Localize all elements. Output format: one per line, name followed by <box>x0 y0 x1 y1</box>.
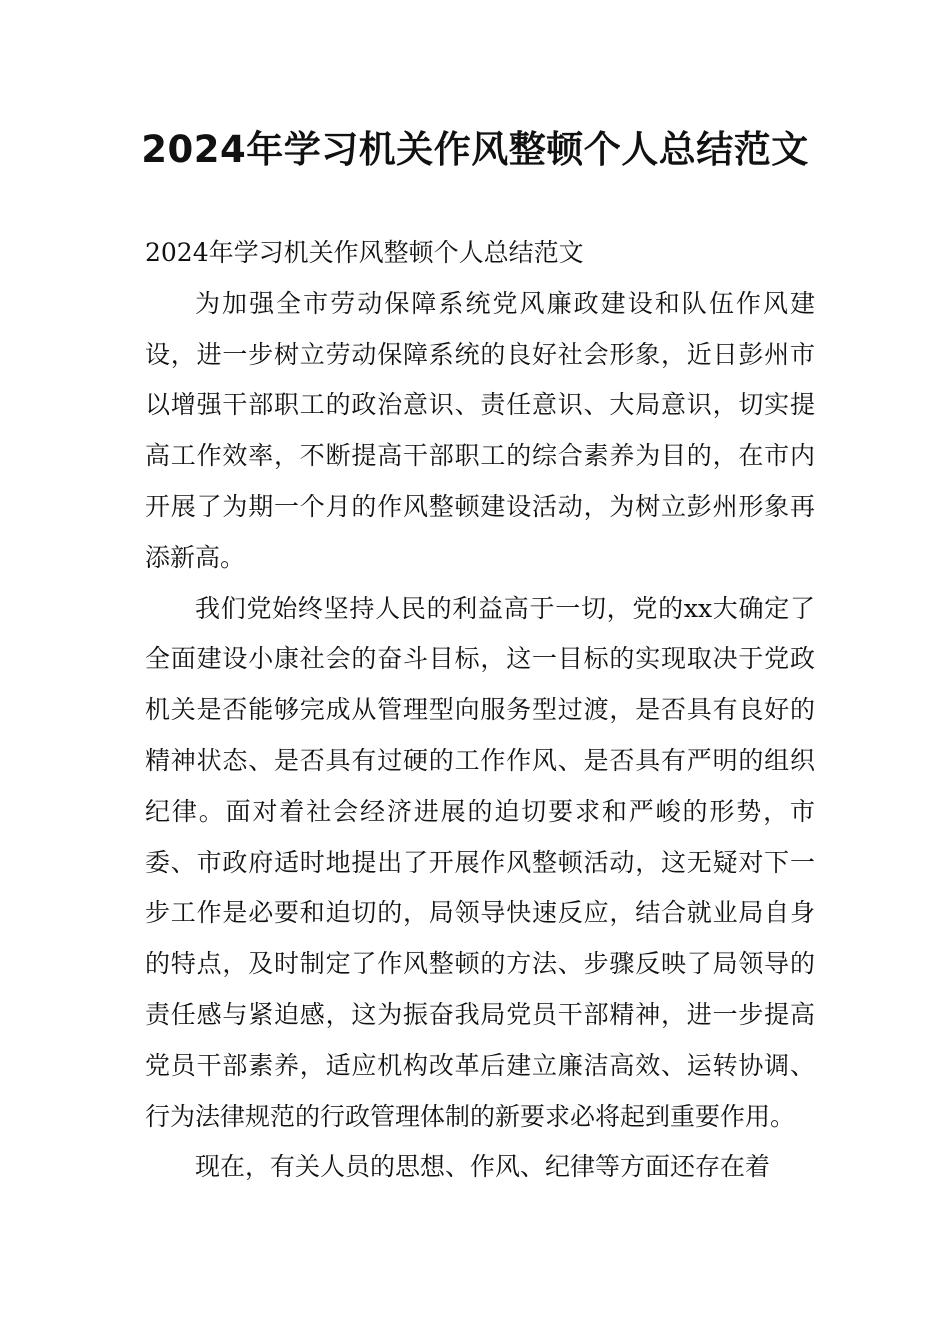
document-subtitle: 2024年学习机关作风整顿个人总结范文 <box>145 238 584 267</box>
paragraph-2: 我们党始终坚持人民的利益高于一切，党的xx大确定了全面建设小康社会的奋斗目标，这一目标的实现取决于党政机关是否能够完成从管理型向服务型过渡，是否具有良好的精神状态、是否具有过硬的工作作风、是否具有严明的组织纪律。面对着社会经济进展的迫切要求和严峻的形势，市委、市政府适时地提出了开展作风整顿活动，这无疑对下一步工作是必要和迫切的，局领导快速反应，结合就业局自身的特点，及时制定了作风整顿的方法、步骤反映了局领导的责任感与紧迫感，这为振奋我局党员干部精神，进一步提高党员干部素养，适应机构改革后建立廉洁高效、运转协调、行为法律规范的行政管理体制的新要求必将起到重要作用。 <box>145 593 815 1131</box>
document-title: 2024年学习机关作风整顿个人总结范文 <box>141 128 809 171</box>
paragraph-1: 为加强全市劳动保障系统党风廉政建设和队伍作风建设，进一步树立劳动保障系统的良好社会形象，近日彭州市以增强干部职工的政治意识、责任意识、大局意识，切实提高工作效率，不断提高干部职工的综合素养为目的，在市内开展了为期一个月的作风整顿建设活动，为树立彭州形象再添新高。 <box>145 288 815 572</box>
paragraph-3: 现在，有关人员的思想、作风、纪律等方面还存在着 <box>195 1152 771 1182</box>
document-body <box>145 228 815 1193</box>
